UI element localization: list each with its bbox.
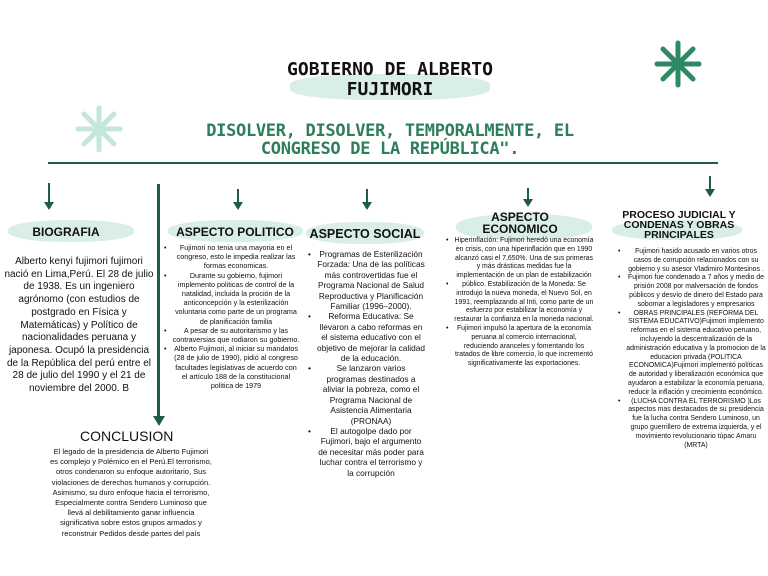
list-item: • público. Estabilización de la Moneda: Se introdujo la nueva moneda, el Nuevo Sol, en 1991, reemplazando al Inti, como parte de un esfuerzo por estabilizar la economía y restaurar la confianza en la moneda nacional. <box>446 281 594 325</box>
list-item: • (LUCHA CONTRA EL TERRORISMO )Los aspectos mas destacados de su presidencia fue la lucha contra Sendero Luminoso, un grupo guerrillero de extrema izquierda, y el movimiento revolucionario túpac Amaru (MRTA) <box>618 398 766 451</box>
economico-heading: ASPECTO ECONOMICO <box>482 210 558 236</box>
connector-conclusion <box>157 184 160 416</box>
biografia-heading: BIOGRAFIA <box>32 225 100 239</box>
arrow-judicial <box>705 189 715 197</box>
economico-list <box>446 237 594 369</box>
list-item: • Fujimori no tenia una mayoria en el congreso, esto le impedia realizar las formas economicas. <box>164 243 300 271</box>
star-icon <box>74 104 124 154</box>
page-subtitle: DISOLVER, DISOLVER, TEMPORALMENTE, EL CONGRESO DE LA REPÚBLICA". <box>206 121 574 159</box>
social-heading: ASPECTO SOCIAL <box>309 227 421 241</box>
list-item: • A pesar de su autoritarismo y las contraversias que rodiaron su gobierno. <box>164 326 300 344</box>
conclusion-heading: CONCLUSION <box>80 428 174 444</box>
list-item: • Se lanzaron varios programas destinados a aliviar la pobreza, como el Programa Nacional de Asistencia Alimentaria (PRONAA) <box>308 363 426 425</box>
list-item: • Programas de Esterilización Forzada: Una de las políticas más controvertidas fue el Programa Nacional de Salud Reproductiva y Planificación Familiar (1996–2000). <box>308 249 426 311</box>
connector-horizontal <box>48 162 718 164</box>
judicial-list <box>618 248 766 450</box>
page-title: GOBIERNO DE ALBERTO FUJIMORI <box>287 59 493 100</box>
politico-heading: ASPECTO POLITICO <box>176 225 294 239</box>
connector-politico <box>237 189 239 203</box>
social-list <box>308 249 426 478</box>
connector-social <box>366 189 368 203</box>
list-item: • Fujimori fue condenado a 7 años y medio de prisión 2008 por malversación de fondos públicos y desvío de dinero del Estado para sobornar a legisladores y empresarios <box>618 274 766 309</box>
list-item: • Fujimori hasido acusado en varios otros casos de corrupción relacionados con su gobierno y su asesor Vladimiro Montesinos . <box>618 248 766 274</box>
arrow-conclusion <box>153 416 165 426</box>
list-item: • Hiperinflación: Fujimori heredó una economía en crisis, con una hiperinflación que en 1990 alcanzó casi el 7,650%. Una de sus primeras y más drásticas medidas fue la implementación de un plan de estabilización <box>446 237 594 281</box>
star-icon <box>654 40 702 88</box>
biografia-text: Alberto kenyi fujimori fujimori nació en Lima,Perú. El 28 de julio de 1938. Es un ingeniero agrónomo (con estudios de postgrado en Física y Matemáticas) y Político de nacionalidades peruana y japonesa. Ocupó la presidencia de la República del perú entre el 28 de julio del 1990 y el 21 de noviembre del 2000. B <box>4 256 154 395</box>
judicial-heading: PROCESO JUDICIAL Y CONDENAS Y OBRAS PRINCIPALES <box>622 209 736 241</box>
conclusion-text: El legado de la presidencia de Alberto Fujimori es complejo y Polémico en el Perú.El terrorismo, otros condenaron su enfoque autoritario, Sus violaciones de derechos humanos y corrupción. Asimismo, su duro enfoque hacia el terrorismo, Especialmente contra Sendero Luminoso que llevá al debilitamiento ganar influencia significativa sobre estos grupos armados y reconstruir Pedidos desde partes del país <box>50 447 212 538</box>
politico-list <box>164 243 300 390</box>
list-item: • Fujimori impulsó la apertura de la economía peruana al comercio internacional, reduciendo aranceles y fomentando los tratados de libre comercio, lo que incrementó significativamente las exportaciones. <box>446 325 594 369</box>
list-item: • Reforma Educativa: Se llevaron a cabo reformas en el sistema educativo con el objetivo de mejorar la calidad de la educación. <box>308 311 426 363</box>
connector-judicial <box>709 176 711 190</box>
arrow-politico <box>233 202 243 210</box>
list-item: • El autogolpe dado por Fujimori, bajo el argumento de necesitar más poder para luchar contra el terrorismo y la corrupción <box>308 426 426 478</box>
arrow-biografia <box>44 202 54 210</box>
list-item: • OBRAS PRINCIPALES (REFORMA DEL SISTEMA EDUCATIVO)Fujimori implemento reformas en el sistema educativo peruano, incluyendo la descentralización de la administración educativa y la promocion de la educacion privada (POLITICA ECONOMICA)Fujimori implementó políticas de autoridad y liberalización económica que ayudaron a estabilizar la economía peruana, reducir la inflación y crecimiento económico. <box>618 310 766 398</box>
list-item: • Durante su gobierno, fujimori implemento politicas de control de la natalidad, incluida la proción de la anticoncepción y la esterilización voluntaria como parte de un programa de planificación familia <box>164 271 300 326</box>
list-item: • Alberto Fujimori, al iniciar su mandatos (28 de julio de 1990), pidió al congreso facultades legislativas de acuerdo con el artículo 188 de la constitucional politica de 1979 <box>164 344 300 390</box>
arrow-economico <box>523 199 533 207</box>
arrow-social <box>362 202 372 210</box>
connector-biografia <box>48 183 50 203</box>
